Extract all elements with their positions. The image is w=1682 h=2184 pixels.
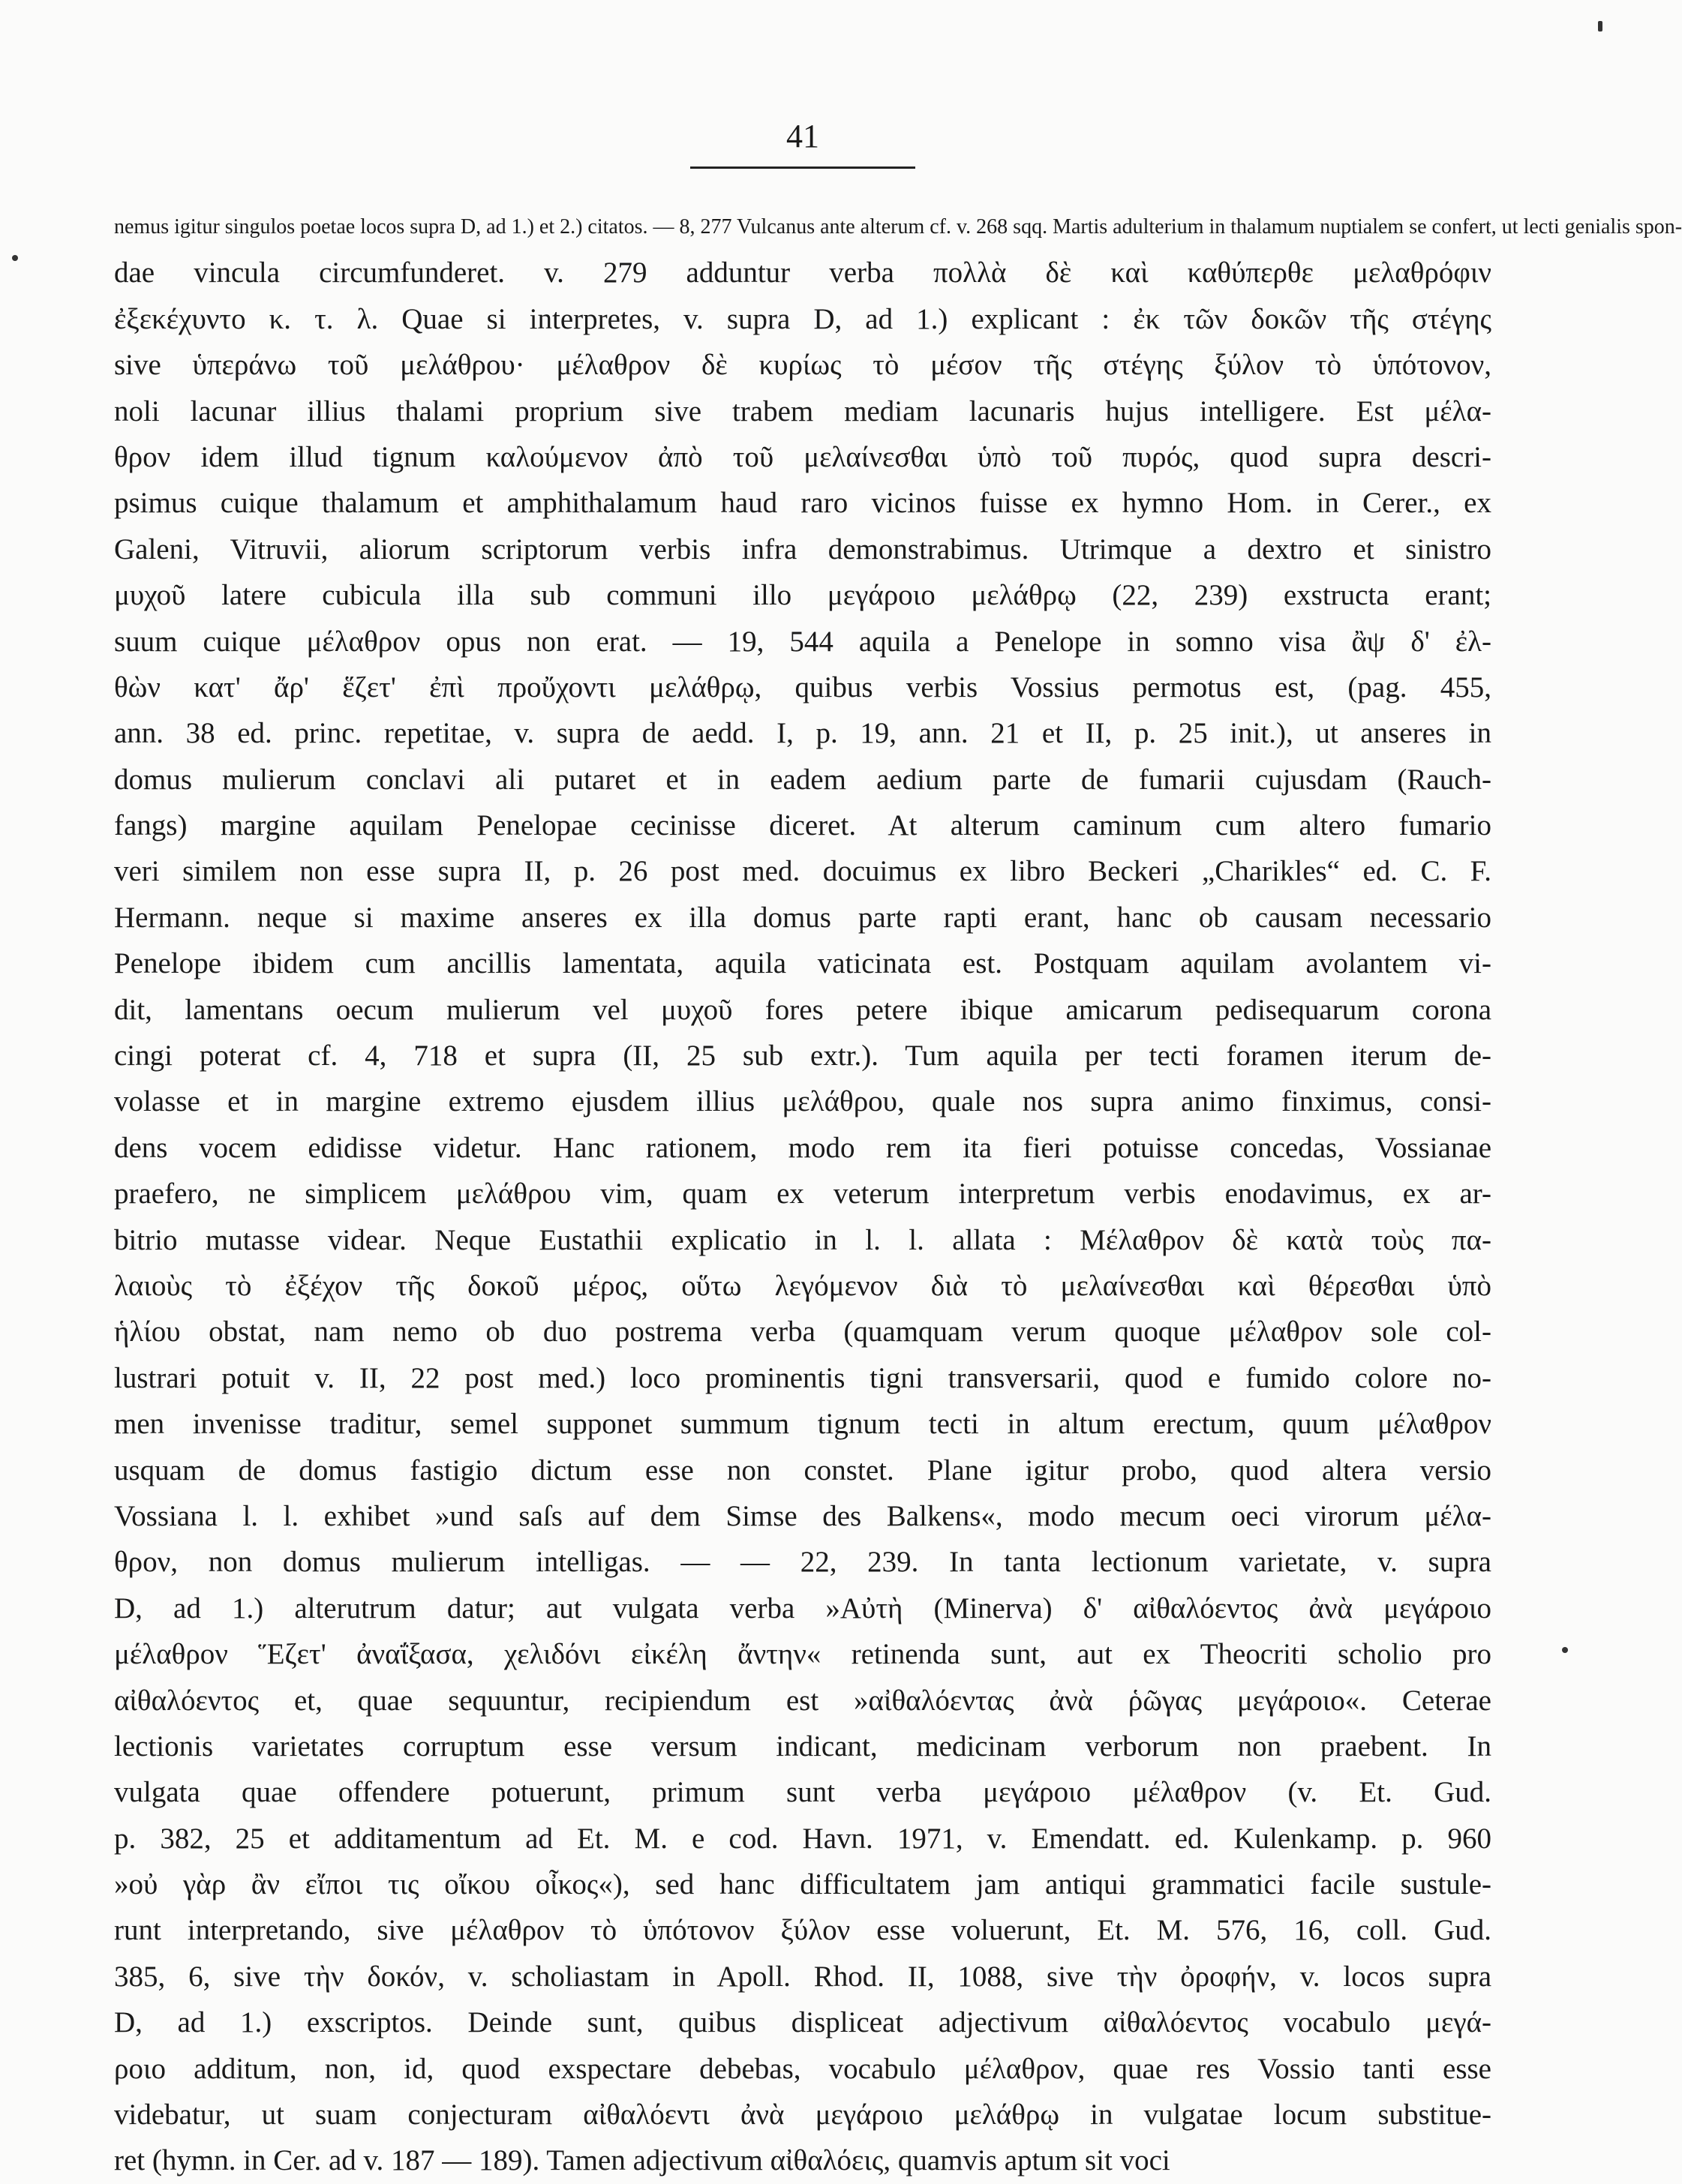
text-line: volasse et in margine extremo ejusdem illius μελάθρου, quale nos supra animo finximus, consi- [114,1085,1491,1118]
text-line: D, ad 1.) alterutrum datur; aut vulgata verba »Αὐτὴ (Minerva) δ' αἰθαλόεντος ἀνὰ μεγάροιο [114,1592,1491,1624]
text-line: vulgata quae offendere potuerunt, primum sunt verba μεγάροιο μέλαθρον (v. Et. Gud. [114,1776,1491,1809]
text-line: Penelope ibidem cum ancillis lamentata, aquila vaticinata est. Postquam aquilam avolantem vi- [114,947,1491,980]
body-text [114,204,1682,2184]
text-line: θὼν κατ' ἄρ' ἕζετ' ἐπὶ προὔχοντι μελάθρῳ, quibus verbis Vossius permotus est, (pag. 455, [114,670,1491,704]
text-line: suum cuique μέλαθρον opus non erat. — 19, 544 aquila a Penelope in somno visa ἂψ δ' ἐλ- [114,625,1491,658]
text-line: ann. 38 ed. princ. repetitae, v. supra de aedd. I, p. 19, ann. 21 et II, p. 25 init.), ut anseres in [114,717,1491,750]
text-line: λαιοὺς τὸ ἐξέχον τῆς δοκοῦ μέρος, οὕτω λεγόμενον διὰ τὸ μελαίνεσθαι καὶ θέρεσθαι ὑπὸ [114,1269,1491,1302]
text-line: domus mulierum conclavi ali putaret et in eadem aedium parte de fumarii cujusdam (Rauch- [114,763,1491,796]
text-line: μυχοῦ latere cubicula illa sub communi illo μεγάροιο μελάθρῳ (22, 239) exstructa erant; [114,579,1491,612]
text-line: dae vincula circumfunderet. v. 279 adduntur verba πολλὰ δὲ καὶ καθύπερθε μελαθρόφιν [114,256,1491,290]
text-line: »οὐ γὰρ ἂν εἴποι τις οἴκου οἶκος«), sed hanc difficultatem jam antiqui grammatici facile sustule- [114,1868,1491,1901]
text-line: sive ὑπεράνω τοῦ μελάθρου· μέλαθρον δὲ κυρίως τὸ μέσον τῆς στέγης ξύλον τὸ ὑπότονον, [114,349,1491,382]
text-line: psimus cuique thalamum et amphithalamum haud raro vicinos fuisse ex hymno Hom. in Cerer., ex [114,487,1491,520]
text-line: veri similem non esse supra II, p. 26 post med. docuimus ex libro Beckeri „Charikles“ ed. C. F. [114,855,1491,888]
text-line: p. 382, 25 et additamentum ad Et. M. e cod. Havn. 1971, v. Emendatt. ed. Kulenkamp. p. 960 [114,1822,1491,1855]
text-line: lectionis varietates corruptum esse versum indicant, medicinam verborum non praebent. In [114,1730,1491,1762]
text-line: ἡλίου obstat, nam nemo ob duo postrema verba (quamquam verum quoque μέλαθρον sole col- [114,1316,1491,1348]
text-line: θρον idem illud tignum καλούμενον ἀπὸ τοῦ μελαίνεσθαι ὑπὸ τοῦ πυρός, quod supra descri- [114,440,1491,473]
text-line: Galeni, Vitruvii, aliorum scriptorum verbis infra demonstrabimus. Utrimque a dextro et sinistro [114,532,1491,566]
text-line: usquam de domus fastigio dictum esse non constet. Plane igitur probo, quod altera versio [114,1454,1491,1486]
text-line: ροιο additum, non, id, quod exspectare debebas, vocabulo μέλαθρον, quae res Vossio tanti esse [114,2052,1491,2085]
text-line: fangs) margine aquilam Penelopae cecinisse diceret. At alterum caminum cum altero fumario [114,809,1491,842]
text-line: runt interpretando, sive μέλαθρον τὸ ὑπότονον ξύλον esse voluerunt, Et. M. 576, 16, coll. Gud. [114,1914,1491,1947]
text-line: αἰθαλόεντος et, quae sequuntur, recipiendum est »αἰθαλόεντας ἀνὰ ῥῶγας μεγάροιο«. Ceterae [114,1684,1491,1717]
text-line: μέλαθρον Ἕζετ' ἀναΐξασα, χελιδόνι εἰκέλη ἄντην« retinenda sunt, aut ex Theocriti scholio pro [114,1638,1491,1671]
text-line: noli lacunar illius thalami proprium sive trabem mediam lacunaris hujus intelligere. Est μέλα- [114,394,1491,428]
text-line: praefero, ne simplicem μελάθρου vim, quam ex veterum interpretum verbis enodavimus, ex ar- [114,1178,1491,1210]
text-line: men invenisse traditur, semel supponet summum tignum tecti in altum erectum, quum μέλαθρον [114,1408,1491,1441]
text-line: videbatur, ut suam conjecturam αἰθαλόεντι ἀνὰ μεγάροιο μελάθρῳ in vulgatae locum substitue- [114,2098,1491,2132]
header-rule [690,166,915,169]
edge-mark [1598,21,1602,32]
page-number: 41 [786,118,819,154]
text-line: dit, lamentans oecum mulierum vel μυχοῦ fores petere ibique amicarum pedisequarum corona [114,993,1491,1026]
text-line: ret (hymn. in Cer. ad v. 187 — 189). Tamen adjectivum αἰθαλόεις, quamvis aptum sit voci [114,2144,1170,2177]
margin-dot [1562,1647,1568,1653]
text-line: dens vocem edidisse videtur. Hanc rationem, modo rem ita fieri potuisse concedas, Vossianae [114,1131,1491,1164]
text-line: cingi poterat cf. 4, 718 et supra (II, 25 sub extr.). Tum aquila per tecti foramen iterum de- [114,1040,1491,1072]
text-line: nemus igitur singulos poetae locos supra D, ad 1.) et 2.) citatos. — 8, 277 Vulcanus ante alterum cf. v. 268 sqq. Martis adulterium in thalamum nuptialem se confert, ut lecti genialis spon- [114,215,1682,238]
text-line: ἐξεκέχυντο κ. τ. λ. Quae si interpretes, v. supra D, ad 1.) explicant : ἐκ τῶν δοκῶν τῆς στέγης [114,302,1491,335]
text-line: lustrari potuit v. II, 22 post med.) loco prominentis tigni transversarii, quod e fumido colore no- [114,1361,1491,1394]
text-line: bitrio mutasse videar. Neque Eustathii explicatio in l. l. allata : Μέλαθρον δὲ κατὰ τοὺς πα- [114,1223,1491,1256]
text-line: Vossiana l. l. exhibet »und saſs auf dem Simse des Balkens«, modo mecum oeci virorum μέλα- [114,1499,1491,1532]
text-line: θρον, non domus mulierum intelligas. — — 22, 239. In tanta lectionum varietate, v. supra [114,1546,1491,1579]
text-line: 385, 6, sive τὴν δοκόν, v. scholiastam in Apoll. Rhod. II, 1088, sive τὴν ὀροφήν, v. locos supra [114,1960,1491,1993]
text-line: D, ad 1.) exscriptos. Deinde sunt, quibus displiceat adjectivum αἰθαλόεντος vocabulo μεγά- [114,2006,1491,2039]
text-line: Hermann. neque si maxime anseres ex illa domus parte rapti erant, hanc ob causam necessario [114,901,1491,934]
margin-dot [12,255,18,261]
